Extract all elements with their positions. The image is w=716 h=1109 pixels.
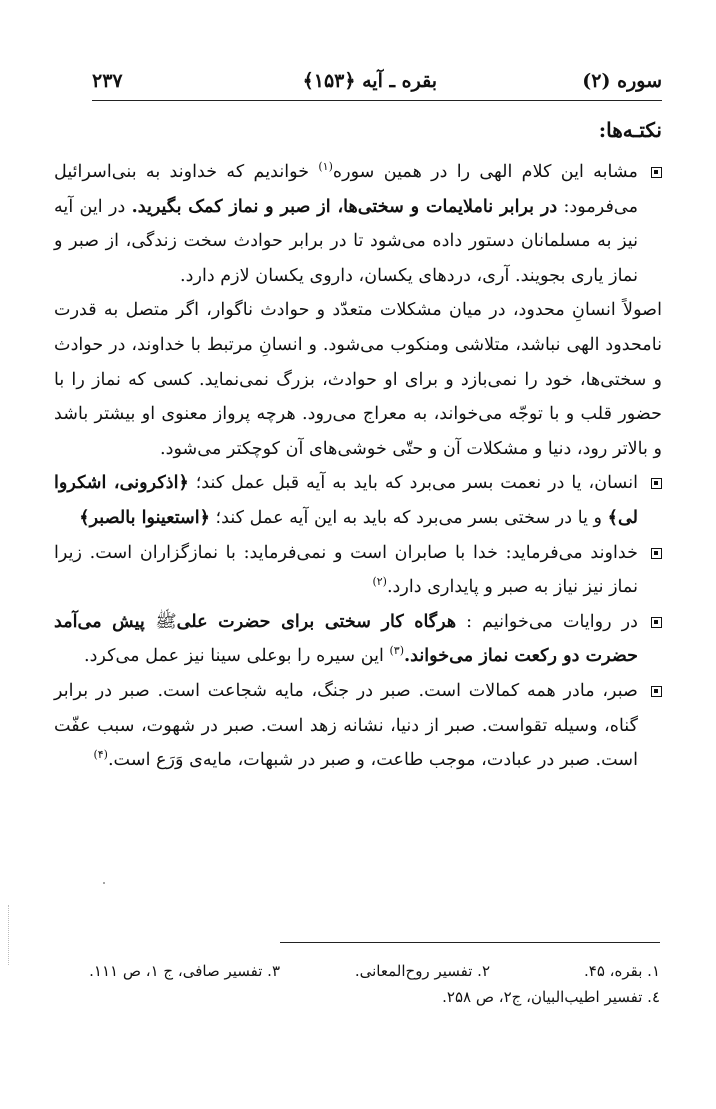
stray-dot: [103, 882, 105, 884]
header-divider: [92, 100, 662, 101]
footnote-1: ۱. بقره، ۴۵.: [583, 962, 660, 980]
paragraph: [54, 674, 662, 778]
text-span: این سیره را بوعلی سینا نیز عمل می‌کرد.: [84, 646, 390, 667]
text-span: اصولاً انسانِ محدود، در میان مشکلات متعدّد و حوادث ناگوار، اگر متصل به قدرت نامحدود الهی نباشد، متلاشی ومنکوب می‌شود. و انسانِ مرتبط با خداوند، در حوادث و سختی‌ها، خود را نمی‌بازد و برای او حوادث، بزرگ نمی‌نماید. کسی که نماز را با حضور قلب و با توجّه می‌خواند، به معراج می‌رود. هرچه پرواز معنوی او بیشتر باشد و بالاتر رود، دنیا و مشکلات آن و حتّی خوشی‌های آن کوچکتر می‌شود.: [54, 300, 662, 459]
section-title: نکتـه‌ها:: [598, 118, 662, 142]
paragraph: [54, 536, 662, 605]
text-span: خواندیم که خداوند به بنی‌اسرائیل می‌فرمود:: [54, 162, 638, 217]
square-bullet-icon: [651, 686, 662, 697]
body-text: [54, 155, 662, 778]
footnotes: [50, 958, 660, 1010]
text-span: در روایات می‌خوانیم :: [456, 611, 638, 632]
footnote-row: [50, 958, 660, 984]
footnote-ref: (۱): [318, 160, 333, 174]
running-header: [92, 70, 662, 100]
bold-text: در برابر ناملایمات و سختی‌ها، از صبر و نماز کمک بگیرید.: [131, 195, 558, 217]
text-span: خداوند می‌فرماید: خدا با صابران است و نمی‌فرماید: با نمازگزاران است. زیرا نماز نیز نیاز به صبر و پایداری دارد.: [54, 542, 638, 598]
bold-text: ﴿اذکرونی، اشکروا لی﴾: [54, 472, 638, 528]
footnote-row: [50, 984, 660, 1010]
footnote-3: ۳. تفسیر صافی، ج ۱، ص ۱۱۱.: [89, 962, 280, 980]
paragraph: [54, 293, 662, 466]
bold-text: پیش می‌آمد حضرت دو رکعت نماز می‌خواند.: [54, 610, 638, 667]
footnote-ref: (۳): [389, 644, 404, 658]
margin-marks: [8, 905, 10, 965]
footnote-divider: [280, 942, 660, 943]
footnote-ref: (۴): [93, 748, 108, 762]
paragraph: [54, 155, 662, 293]
header-title: بقره ـ آیه ﴿۱۵۳﴾: [302, 70, 437, 92]
text-span: مشابه این کلام الهی را در همین سوره: [332, 162, 638, 182]
paragraph: [54, 605, 662, 674]
text-span: در این آیه نیز به مسلمانان دستور داده می‌شود تا در برابر حوادث سخت زندگی، از صبر و نماز یاری بجویند. آری، دردهای یکسان، داروی یکسان لازم دارد.: [54, 196, 638, 286]
text-span: و یا در سختی بسر می‌برد که باید به این آیه عمل کند؛: [209, 507, 608, 528]
footnote-ref: (۲): [372, 575, 387, 589]
bold-text: ﴿استعینوا بالصبر﴾: [79, 506, 210, 528]
header-surah: سوره (۲): [582, 70, 662, 92]
square-bullet-icon: [651, 617, 662, 628]
page-number: ۲۳۷: [92, 70, 123, 92]
text-span: ﷺ: [155, 611, 177, 632]
footnote-4: ٤. تفسیر اطیب‌البیان، ج۲، ص ۲۵۸.: [442, 988, 660, 1006]
square-bullet-icon: [651, 478, 662, 489]
paragraph: [54, 466, 662, 535]
footnote-2: ۲. تفسیر روح‌المعانی.: [354, 962, 490, 980]
text-span: انسان، یا در نعمت بسر می‌برد که باید به آیه قبل عمل کند؛: [188, 473, 638, 494]
bold-text: هرگاه کار سختی برای حضرت علی: [176, 610, 457, 632]
square-bullet-icon: [651, 167, 662, 178]
square-bullet-icon: [651, 548, 662, 559]
text-span: صبر، مادر همه کمالات است. صبر در جنگ، مایه شجاعت است. صبر در برابر گناه، وسیله تقواست. صبر از دنیا، نشانه زهد است. صبر در شهوت، سبب عفّت است. صبر در عبادت، موجب طاعت، و صبر در شبهات، مایه‌ی وَرَع است.: [54, 680, 638, 771]
